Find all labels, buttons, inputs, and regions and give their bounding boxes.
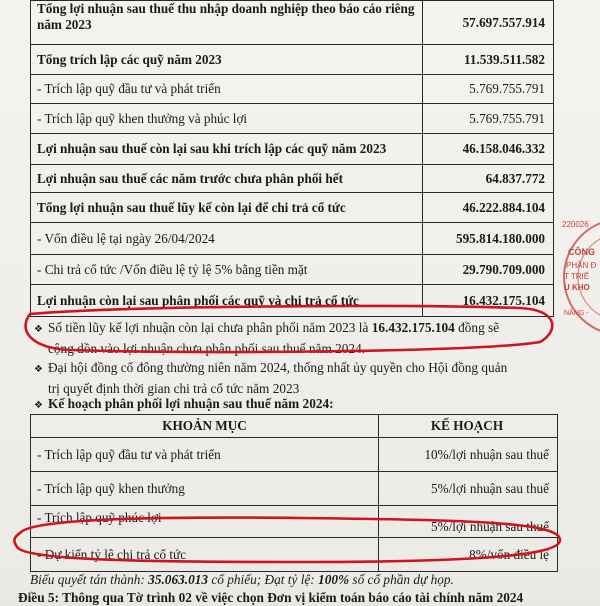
table-row [31, 165, 554, 193]
table-row [31, 134, 554, 165]
plan-item: - Trích lập quỹ đầu tư và phát triển [31, 438, 379, 472]
row-value: 11.539.511.582 [423, 45, 554, 75]
stamp-text: T TRIỂ [564, 272, 590, 281]
plan-value: 5%/lợi nhuận sau thuế [379, 506, 558, 538]
plan-value: 5%/lợi nhuận sau thuế [379, 472, 558, 506]
row-value: 595.814.180.000 [423, 223, 554, 255]
row-value: 16.432.175.104 [423, 285, 554, 317]
table-row [31, 255, 554, 285]
note-retained-profit [34, 318, 564, 358]
vote-text: số cổ phần dự họp. [349, 572, 454, 587]
header-plan: KẾ HOẠCH [379, 415, 558, 438]
row-label: Lợi nhuận còn lại sau phân phối các quỹ và chi trả cổ tức [31, 285, 423, 317]
table-row [31, 104, 554, 134]
row-label: Lợi nhuận sau thuế các năm trước chưa phân phối hết [31, 165, 423, 193]
table-row [31, 75, 554, 104]
vote-text: cổ phiếu; Đạt tỷ lệ: [208, 572, 319, 587]
plan-item: - Dự kiến tỷ lệ chi trả cổ tức [31, 538, 379, 572]
plan-2024-table [30, 414, 558, 572]
row-label: - Trích lập quỹ khen thưởng và phúc lợi [31, 104, 423, 134]
row-value: 46.222.884.104 [423, 193, 554, 223]
company-seal-stamp [560, 215, 600, 345]
note-amount: 16.432.175.104 [371, 320, 455, 335]
note-text: trị quyết định thời gian chi trả cổ tức năm 2023 [48, 381, 300, 396]
row-label: Tổng trích lập các quỹ năm 2023 [31, 45, 423, 75]
header-item: KHOẢN MỤC [31, 415, 379, 438]
note-authorization [34, 358, 564, 398]
row-label: - Vốn điều lệ tại ngày 26/04/2024 [31, 223, 423, 255]
table-row [31, 472, 558, 506]
vote-text: Biểu quyết tán thành: [30, 572, 149, 587]
row-value: 5.769.755.791 [423, 75, 554, 104]
stamp-text: PHẦN Đ [566, 261, 597, 270]
stamp-text: 220026 [562, 220, 589, 229]
note-text: đồng sẽ [454, 320, 500, 335]
row-value: 29.790.709.000 [423, 255, 554, 285]
vote-result [30, 572, 454, 588]
article-5-heading: Điều 5: Thông qua Tờ trình 02 về việc chọn Đơn vị kiểm toán báo cáo tài chính năm 2024 [18, 590, 524, 605]
bullet-diamond-icon: ❖ [34, 364, 43, 375]
row-value: 5.769.755.791 [423, 104, 554, 134]
row-value: 64.837.772 [423, 165, 554, 193]
row-label: - Chi trả cổ tức /Vốn điều lệ tỷ lệ 5% bằng tiền mặt [31, 255, 423, 285]
plan-value: 10%/lợi nhuận sau thuế [379, 438, 558, 472]
table-row [31, 45, 554, 75]
table-row [31, 223, 554, 255]
stamp-text: NẴNG - [564, 310, 589, 317]
table-row [31, 506, 558, 538]
table-row [31, 538, 558, 572]
row-label: - Trích lập quỹ đầu tư và phát triển [31, 75, 423, 104]
heading-text: Kế hoạch phân phối lợi nhuận sau thuế năm 2024: [48, 396, 334, 411]
stamp-text: CÔNG [568, 247, 595, 257]
note-text: Đại hội đồng cổ đông thường niên năm 2024, thống nhất ủy quyền cho Hội đồng quản [48, 360, 508, 375]
row-label: Tổng lợi nhuận sau thuế lũy kế còn lại để chi trả cổ tức [31, 193, 423, 223]
vote-rate: 100% [318, 572, 350, 587]
plan-value: 8%/vốn điều lệ [379, 538, 558, 572]
note-text: Số tiền lũy kế lợi nhuận còn lại chưa phân phối năm 2023 là [48, 320, 372, 335]
plan-item: - Trích lập quỹ phúc lợi [31, 506, 379, 538]
table-row [31, 193, 554, 223]
table-header-row [31, 415, 558, 438]
bullet-diamond-icon: ❖ [34, 400, 43, 411]
note-text: cộng dồn vào lợi nhuận chưa phân phối sau thuế năm 2024. [48, 341, 366, 356]
stamp-text: U KHO [564, 283, 590, 292]
row-value: 57.697.557.914 [423, 1, 554, 45]
table-row [31, 285, 554, 317]
row-value: 46.158.046.332 [423, 134, 554, 165]
bullet-diamond-icon: ❖ [34, 324, 43, 335]
plan-item: - Trích lập quỹ khen thưởng [31, 472, 379, 506]
profit-distribution-table [30, 0, 554, 317]
vote-shares: 35.063.013 [148, 572, 209, 587]
row-label: Lợi nhuận sau thuế còn lại sau khi trích lập các quỹ năm 2023 [31, 134, 423, 165]
table-row [31, 1, 554, 45]
table-row [31, 438, 558, 472]
row-label: Tổng lợi nhuận sau thuế thu nhập doanh nghiệp theo báo cáo riêng năm 2023 [31, 1, 423, 45]
plan-heading [34, 394, 334, 415]
